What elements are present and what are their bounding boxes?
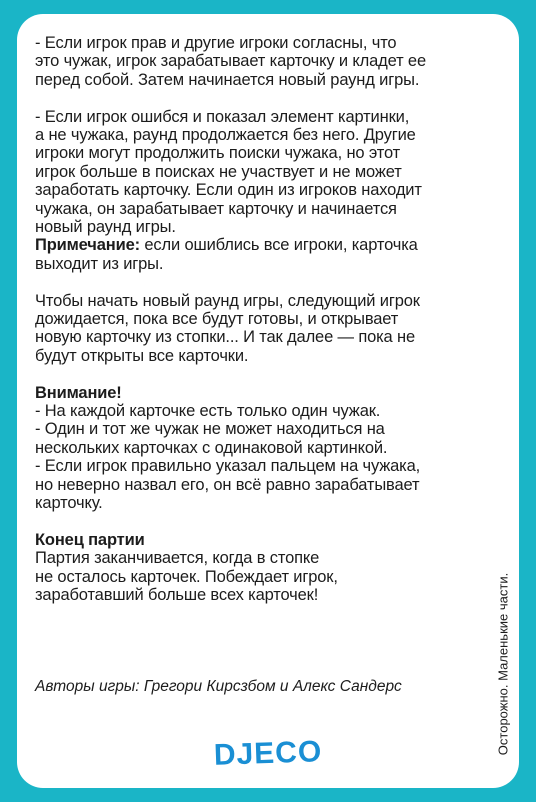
- text-line: это чужак, игрок зарабатывает карточку и кладет ее: [35, 52, 426, 71]
- text-line: чужака, он зарабатывает карточку и начинается: [35, 199, 397, 218]
- text-line: будут открыты все карточки.: [35, 346, 249, 365]
- text-line: а не чужака, раунд продолжается без него. Другие: [35, 126, 416, 145]
- text-line: но неверно назвал его, он всё равно зарабатывает: [35, 475, 420, 494]
- text-line: игроки могут продолжить поиски чужака, но этот: [35, 144, 401, 163]
- text-line: - Если игрок ошибся и показал элемент картинки,: [35, 107, 410, 126]
- text-line: карточку.: [35, 494, 103, 513]
- text-line: не осталось карточек. Побеждает игрок,: [35, 567, 338, 586]
- end-game-heading: Конец партии: [35, 530, 145, 549]
- note-label: Примечание:: [35, 236, 140, 255]
- game-authors: Авторы игры: Грегори Кирсзбом и Алекс Сандерс: [35, 678, 402, 695]
- text-line: игрок больше в поисках не участвует и не может: [35, 162, 402, 181]
- text-line: Чтобы начать новый раунд игры, следующий игрок: [35, 291, 420, 310]
- text-line: дожидается, пока все будут готовы, и открывает: [35, 310, 399, 329]
- logo-text: DJECO: [213, 735, 323, 772]
- text-line: - Если игрок правильно указал пальцем на чужака,: [35, 457, 421, 476]
- text-line: Партия заканчивается, когда в стопке: [35, 549, 320, 568]
- note-text: если ошиблись все игроки, карточка: [139, 236, 418, 255]
- warning-text: Осторожно. Маленькие части.: [495, 572, 511, 756]
- text-line: заработавший больше всех карточек!: [35, 586, 319, 605]
- text-line: перед собой. Затем начинается новый раунд игры.: [35, 70, 420, 89]
- text-line: новую карточку из стопки... И так далее — пока не: [35, 328, 416, 347]
- rules-card: [17, 14, 519, 788]
- attention-heading: Внимание!: [35, 383, 122, 402]
- text-line: - Один и тот же чужак не может находиться на: [35, 420, 385, 439]
- text-line: новый раунд игры.: [35, 218, 176, 237]
- djeco-logo: [203, 732, 333, 772]
- note-line: [35, 236, 471, 254]
- rules-text: [35, 34, 471, 605]
- text-line: нескольких карточках с одинаковой картинкой.: [35, 438, 388, 457]
- text-line: заработать карточку. Если один из игроков находит: [35, 181, 422, 200]
- note-line: выходит из игры.: [35, 254, 164, 273]
- text-line: - Если игрок прав и другие игроки согласны, что: [35, 34, 397, 52]
- text-line: - На каждой карточке есть только один чужак.: [35, 402, 381, 421]
